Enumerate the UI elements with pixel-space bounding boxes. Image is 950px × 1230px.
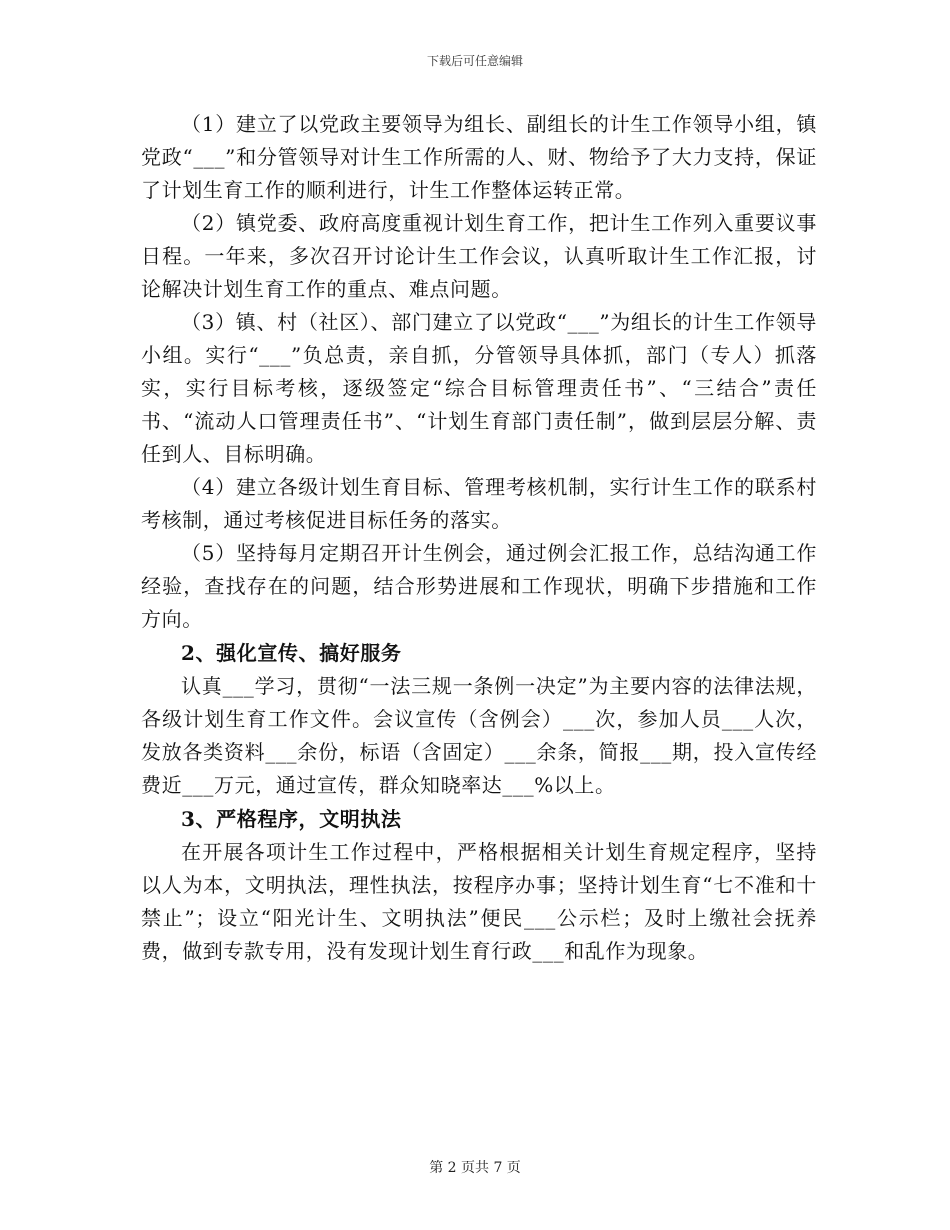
paragraph-3: （3）镇、村（社区）、部门建立了以党政“___”为组长的计生工作领导小组。实行“___”负总责，亲自抓，分管领导具体抓，部门（专人）抓落实，实行目标考核，逐级签定“综合目标管理责任书”、“三结合”责任书、“流动人口管理责任书”、“计划生育部门责任制”，做到层层分解、责任到人、目标明确。 xyxy=(141,310,817,466)
page-footer: 第 2 页共 7 页 xyxy=(429,1160,521,1176)
page-header: 下载后可任意编辑 xyxy=(426,54,523,68)
paragraph-5: （5）坚持每月定期召开计生例会，通过例会汇报工作，总结沟通工作经验，查找存在的问题，结合形势进展和工作现状，明确下步措施和工作方向。 xyxy=(141,541,817,631)
document-body xyxy=(141,108,817,968)
section-3-body: 在开展各项计生工作过程中，严格根据相关计划生育规定程序，坚持以人为本，文明执法，理性执法，按程序办事；坚持计划生育“七不准和十禁止”；设立“阳光计生、文明执法”便民___公示栏；及时上缴社会抚养费，做到专款专用，没有发现计划生育行政___和乱作为现象。 xyxy=(141,840,817,963)
paragraph-4: （4）建立各级计划生育目标、管理考核机制，实行计生工作的联系村考核制，通过考核促进目标任务的落实。 xyxy=(141,475,817,532)
paragraph-1: （1）建立了以党政主要领导为组长、副组长的计生工作领导小组，镇党政“___”和分管领导对计生工作所需的人、财、物给予了大力支持，保证了计划生育工作的顺利进行，计生工作整体运转正常。 xyxy=(141,112,817,202)
section-2-body: 认真___学习，贯彻“一法三规一条例一决定”为主要内容的法律法规，各级计划生育工作文件。会议宣传（含例会）___次，参加人员___人次，发放各类资料___余份，标语（含固定）___余条，简报___期，投入宣传经费近___万元，通过宣传，群众知晓率达___%以上。 xyxy=(141,674,817,797)
paragraph-2: （2）镇党委、政府高度重视计划生育工作，把计生工作列入重要议事日程。一年来，多次召开讨论计生工作会议，认真听取计生工作汇报，讨论解决计划生育工作的重点、难点问题。 xyxy=(141,211,817,301)
section-heading-2: 2、强化宣传、搞好服务 xyxy=(181,641,402,665)
section-heading-3: 3、严格程序，文明执法 xyxy=(181,807,402,831)
